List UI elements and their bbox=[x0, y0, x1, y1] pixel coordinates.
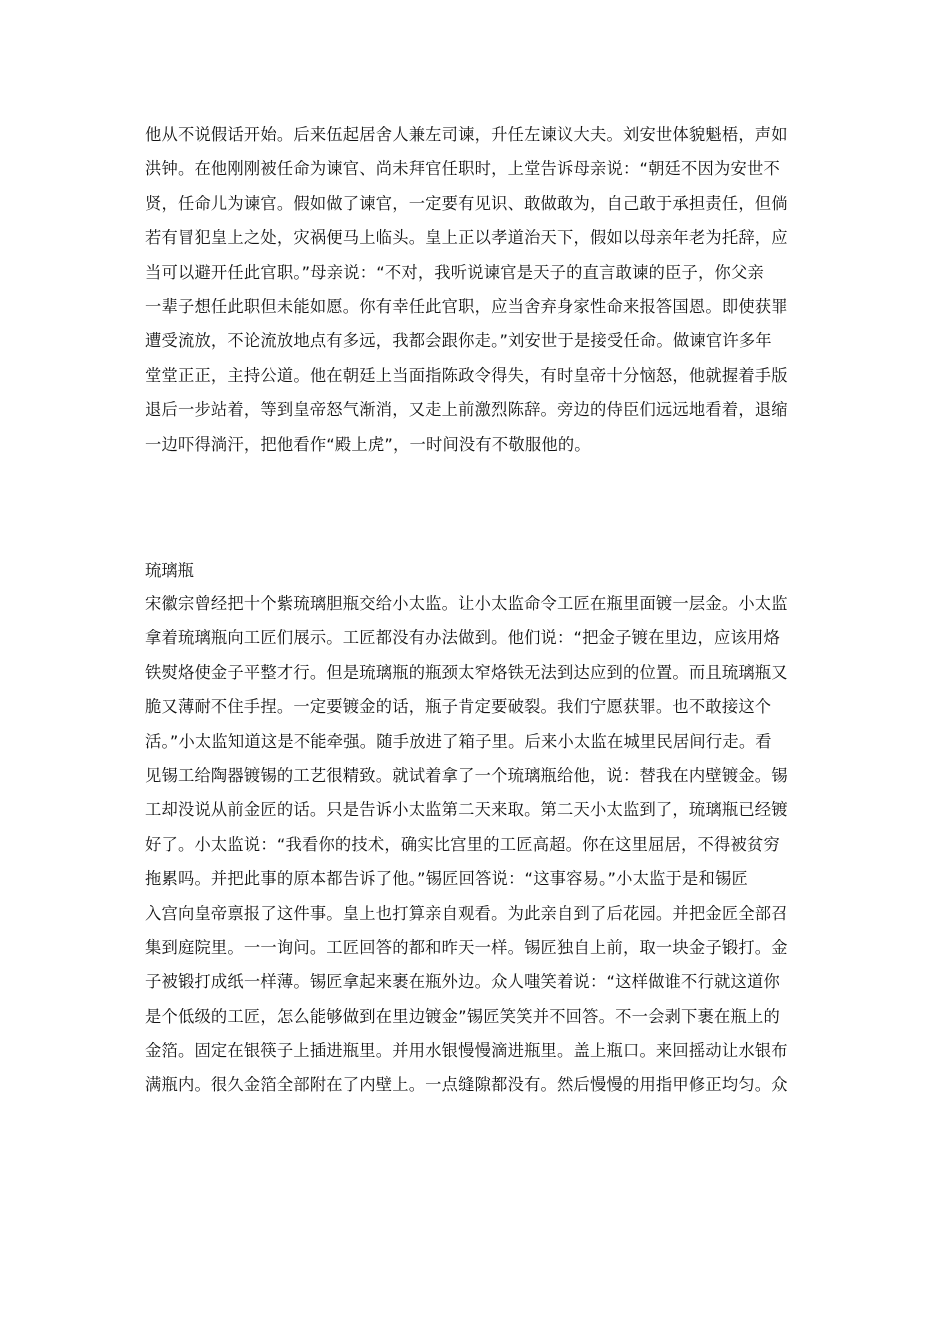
paragraph-line: 见锡工给陶器镀锡的工艺很精致。就试着拿了一个琉璃瓶给他，说：替我在内壁镀金。锡 bbox=[145, 765, 788, 785]
passage-glass-bottle bbox=[145, 587, 813, 1103]
paragraph-line: 脆又薄耐不住手捏。一定要镀金的话，瓶子肯定要破裂。我们宁愿获罪。也不敢接这个 bbox=[145, 697, 772, 717]
paragraph-line: 满瓶内。很久金箔全部附在了内壁上。一点缝隙都没有。然后慢慢的用指甲修正均匀。众 bbox=[145, 1075, 788, 1095]
passage-liu-anshi bbox=[145, 118, 813, 462]
paragraph-line: 一辈子想任此职但未能如愿。你有幸任此官职，应当舍弃身家性命来报答国恩。即使获罪 bbox=[145, 296, 788, 316]
paragraph-line: 铁熨烙使金子平整才行。但是琉璃瓶的瓶颈太窄烙铁无法到达应到的位置。而且琉璃瓶又 bbox=[145, 662, 788, 682]
paragraph-line: 宋徽宗曾经把十个紫琉璃胆瓶交给小太监。让小太监命令工匠在瓶里面镀一层金。小太监 bbox=[145, 594, 788, 613]
paragraph-line: 堂堂正正，主持公道。他在朝廷上当面指陈政令得失，有时皇帝十分恼怒，他就握着手版 bbox=[145, 365, 788, 385]
paragraph-line: 拖累吗。并把此事的原本都告诉了他。”锡匠回答说：“这事容易。”小太监于是和锡匠 bbox=[145, 869, 748, 889]
paragraph-line: 拿着琉璃瓶向工匠们展示。工匠都没有办法做到。他们说：“把金子镀在里边，应该用烙 bbox=[145, 628, 780, 648]
paragraph-line: 退后一步站着，等到皇帝怒气渐消，又走上前激烈陈辞。旁边的侍臣们远远地看着，退缩 bbox=[145, 400, 788, 420]
paragraph-line: 洪钟。在他刚刚被任命为谏官、尚未拜官任职时，上堂告诉母亲说：“朝廷不因为安世不 bbox=[145, 159, 780, 179]
paragraph-line: 金箔。固定在银筷子上插进瓶里。并用水银慢慢滴进瓶里。盖上瓶口。来回摇动让水银布 bbox=[145, 1041, 788, 1061]
paragraph-line: 当可以避开任此官职。”母亲说：“不对，我听说谏官是天子的直言敢谏的臣子，你父亲 bbox=[145, 262, 764, 282]
paragraph-line: 贤，任命儿为谏官。假如做了谏官，一定要有见识、敢做敢为，自己敢于承担责任，但倘 bbox=[145, 193, 788, 213]
paragraph-line: 活。”小太监知道这是不能牵强。随手放进了箱子里。后来小太监在城里民居间行走。看 bbox=[145, 731, 772, 751]
paragraph-line: 遭受流放，不论流放地点有多远，我都会跟你走。”刘安世于是接受任命。做谏官许多年 bbox=[145, 331, 772, 351]
paragraph-line: 好了。小太监说：“我看你的技术，确实比宫里的工匠高超。你在这里屈居，不得被贫穷 bbox=[145, 834, 780, 854]
paragraph-line: 一边吓得淌汗，把他看作“殿上虎”，一时间没有不敬服他的。 bbox=[145, 434, 591, 454]
paragraph-line: 工却没说从前金匠的话。只是告诉小太监第二天来取。第二天小太监到了，琉璃瓶已经镀 bbox=[145, 800, 788, 820]
section-title: 琉璃瓶 bbox=[145, 561, 194, 580]
paragraph-line: 他从不说假话开始。后来伍起居舍人兼左司谏，升任左谏议大夫。刘安世体貌魁梧，声如 bbox=[145, 125, 788, 144]
paragraph-line: 集到庭院里。一一询问。工匠回答的都和昨天一样。锡匠独自上前，取一块金子锻打。金 bbox=[145, 937, 788, 957]
paragraph-line: 是个低级的工匠，怎么能够做到在里边镀金”锡匠笑笑并不回答。不一会剥下裹在瓶上的 bbox=[145, 1006, 780, 1026]
paragraph-line: 若有冒犯皇上之处，灾祸便马上临头。皇上正以孝道治天下，假如以母亲年老为托辞，应 bbox=[145, 228, 788, 248]
paragraph-line: 子被锻打成纸一样薄。锡匠拿起来裹在瓶外边。众人嗤笑着说：“这样做谁不行就这道你 bbox=[145, 972, 780, 992]
paragraph-line: 入宫向皇帝禀报了这件事。皇上也打算亲自观看。为此亲自到了后花园。并把金匠全部召 bbox=[145, 903, 788, 923]
